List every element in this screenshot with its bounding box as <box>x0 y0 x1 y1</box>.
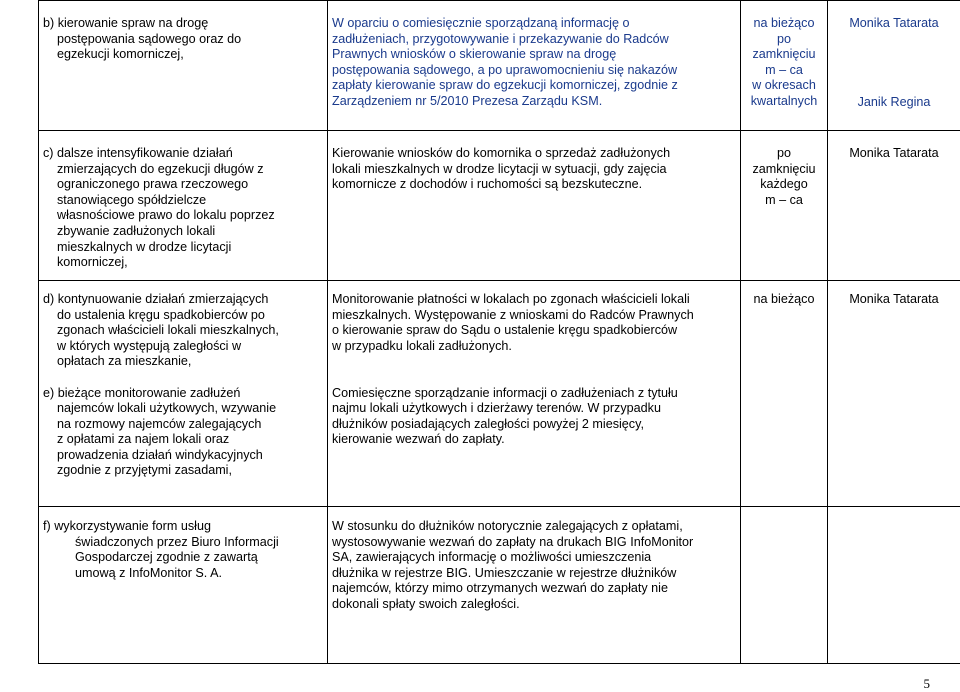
task-cell <box>39 507 328 664</box>
page-number: 5 <box>924 676 931 692</box>
method-line: komornicze z dochodów i ruchomości są bezskuteczne. <box>332 177 736 193</box>
method-line: najemców, którzy mimo otrzymanych wezwań do zapłaty nie <box>332 581 736 597</box>
method-line: zadłużeniach, przygotowywanie i przekazywanie do Radców <box>332 32 736 48</box>
term-line: m – ca <box>745 193 823 209</box>
task-line: b) kierowanie spraw na drogę <box>43 16 323 32</box>
task-cell <box>39 281 328 377</box>
table-row <box>39 281 960 377</box>
task-line: zgonach właścicieli lokali mieszkalnych, <box>43 323 323 339</box>
method-line: zapłaty kierowanie spraw do egzekucji komorniczej, zgodnie z <box>332 78 736 94</box>
method-line: postępowania sądowego, a po uprawomocnieniu się nakazów <box>332 63 736 79</box>
task-line: na rozmowy najemców zalegających <box>43 417 323 433</box>
task-cell <box>39 131 328 281</box>
task-line: zbywanie zadłużonych lokali <box>43 224 323 240</box>
term-line: zamknięciu <box>745 162 823 178</box>
person-name: Monika Tatarata <box>832 292 956 308</box>
term-line: w okresach <box>745 78 823 94</box>
task-line: c) dalsze intensyfikowanie działań <box>43 146 323 162</box>
term-line: po <box>745 32 823 48</box>
person-cell <box>828 1 960 131</box>
person-cell <box>828 131 960 281</box>
method-line: Prawnych wniosków o skierowanie spraw na drogę <box>332 47 736 63</box>
method-cell <box>328 131 741 281</box>
table-row <box>39 1 960 131</box>
plan-table <box>38 0 960 664</box>
term-cell <box>741 377 828 507</box>
table-row <box>39 131 960 281</box>
method-line: o kierowanie spraw do Sądu o ustalenie kręgu spadkobierców <box>332 323 736 339</box>
method-line: dokonali spłaty swoich zaległości. <box>332 597 736 613</box>
task-line: z opłatami za najem lokali oraz <box>43 432 323 448</box>
task-line: e) bieżące monitorowanie zadłużeń <box>43 386 323 402</box>
task-cell <box>39 377 328 507</box>
task-line: prowadzenia działań windykacyjnych <box>43 448 323 464</box>
method-line: kierowanie wezwań do zapłaty. <box>332 432 736 448</box>
task-line: do ustalenia kręgu spadkobierców po <box>43 308 323 324</box>
task-line: umową z InfoMonitor S. A. <box>43 566 323 582</box>
person-name: Monika Tatarata <box>832 146 956 162</box>
method-line: najmu lokali użytkowych i dzierżawy terenów. W przypadku <box>332 401 736 417</box>
method-line: W stosunku do dłużników notorycznie zalegających z opłatami, <box>332 519 736 535</box>
task-line: egzekucji komorniczej, <box>43 47 323 63</box>
method-line: dłużnika w rejestrze BIG. Umieszczanie w rejestrze dłużników <box>332 566 736 582</box>
method-cell <box>328 377 741 507</box>
method-cell <box>328 1 741 131</box>
task-line: najemców lokali użytkowych, wzywanie <box>43 401 323 417</box>
method-line: Monitorowanie płatności w lokalach po zgonach właścicieli lokali <box>332 292 736 308</box>
method-line: mieszkalnych. Występowanie z wnioskami do Radców Prawnych <box>332 308 736 324</box>
method-line: Comiesięczne sporządzanie informacji o zadłużeniach z tytułu <box>332 386 736 402</box>
task-cell <box>39 1 328 131</box>
task-line: własnościowe prawo do lokalu poprzez <box>43 208 323 224</box>
term-cell <box>741 281 828 377</box>
term-line: kwartalnych <box>745 94 823 110</box>
person-name: Monika Tatarata <box>832 16 956 32</box>
table-row <box>39 377 960 507</box>
task-line: zgodnie z przyjętymi zasadami, <box>43 463 323 479</box>
task-line: opłatach za mieszkanie, <box>43 354 323 370</box>
person-name: Janik Regina <box>832 95 956 111</box>
term-cell <box>741 131 828 281</box>
task-line: w których występują zaległości w <box>43 339 323 355</box>
method-line: SA, zawierających informację o możliwości umieszczenia <box>332 550 736 566</box>
method-line: wystosowywanie wezwań do zapłaty na drukach BIG InfoMonitor <box>332 535 736 551</box>
method-line: Zarządzeniem nr 5/2010 Prezesa Zarządu KSM. <box>332 94 736 110</box>
task-line: komorniczej, <box>43 255 323 271</box>
term-line: na bieżąco <box>745 292 823 308</box>
term-line: każdego <box>745 177 823 193</box>
term-line: po <box>745 146 823 162</box>
method-line: dłużników posiadających zaległości powyżej 2 miesięcy, <box>332 417 736 433</box>
method-line: lokali mieszkalnych w drodze licytacji w sytuacji, gdy zajęcia <box>332 162 736 178</box>
task-line: Gospodarczej zgodnie z zawartą <box>43 550 323 566</box>
task-line: postępowania sądowego oraz do <box>43 32 323 48</box>
task-line: d) kontynuowanie działań zmierzających <box>43 292 323 308</box>
term-cell <box>741 1 828 131</box>
term-cell <box>741 507 828 664</box>
method-line: W oparciu o comiesięcznie sporządzaną informację o <box>332 16 736 32</box>
table-row <box>39 507 960 664</box>
person-cell <box>828 281 960 377</box>
method-line: w przypadku lokali zadłużonych. <box>332 339 736 355</box>
term-line: m – ca <box>745 63 823 79</box>
task-line: stanowiącego spółdzielcze <box>43 193 323 209</box>
method-line: Kierowanie wniosków do komornika o sprzedaż zadłużonych <box>332 146 736 162</box>
term-line: zamknięciu <box>745 47 823 63</box>
method-cell <box>328 281 741 377</box>
term-line: na bieżąco <box>745 16 823 32</box>
method-cell <box>328 507 741 664</box>
task-line: ograniczonego prawa rzeczowego <box>43 177 323 193</box>
task-line: zmierzających do egzekucji długów z <box>43 162 323 178</box>
task-line: f) wykorzystywanie form usług <box>43 519 323 535</box>
person-cell <box>828 507 960 664</box>
task-line: świadczonych przez Biuro Informacji <box>43 535 323 551</box>
person-cell <box>828 377 960 507</box>
task-line: mieszkalnych w drodze licytacji <box>43 240 323 256</box>
